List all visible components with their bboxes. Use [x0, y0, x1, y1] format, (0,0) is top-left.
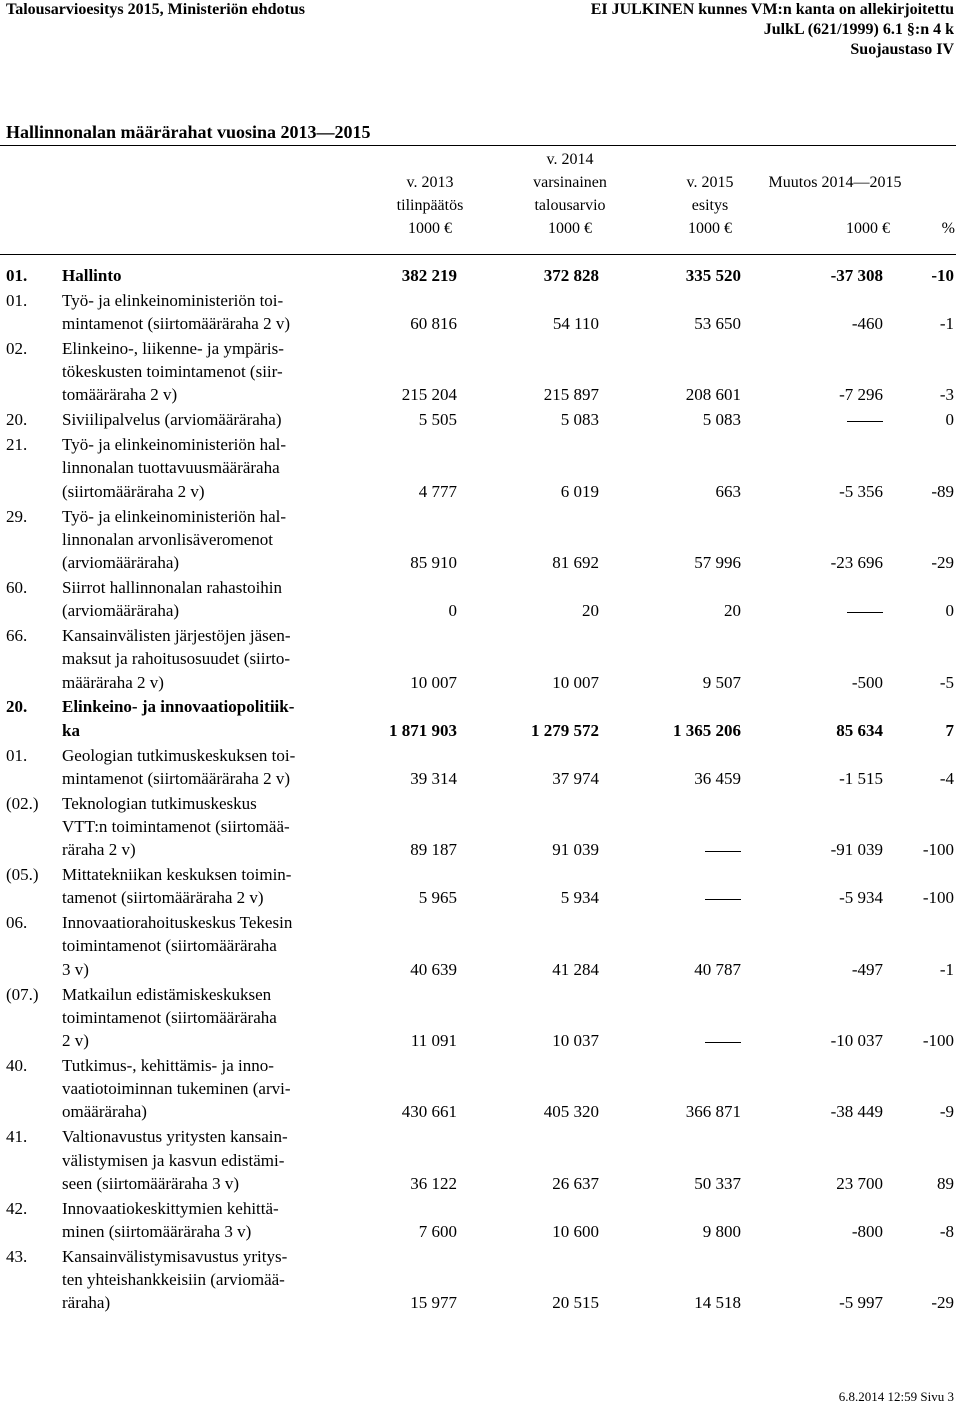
row-value-col3: 36 459: [694, 768, 741, 788]
row-number: 01.: [6, 290, 28, 310]
row-label-line: VTT:n toimintamenot (siirtomää-: [62, 816, 290, 836]
row-value-col5: -10: [931, 266, 954, 285]
row-label-line: Hallinto: [62, 266, 122, 285]
row-label-line: seen (siirtomääräraha 3 v): [62, 1173, 239, 1193]
row-value-col5: -89: [931, 481, 954, 501]
row-value-col2: 10 007: [552, 672, 599, 692]
row-value-col1: 0: [448, 601, 457, 621]
table-row: [0, 505, 960, 575]
row-value-col2: 215 897: [543, 385, 599, 405]
row-value-col2: 10 600: [552, 1221, 599, 1241]
column-header-line: 1000 €: [688, 220, 732, 237]
document-header-classification: [591, 0, 954, 60]
column-header-line: varsinainen: [533, 174, 607, 191]
row-label: [62, 983, 322, 1053]
row-value-col4: -5 934: [839, 888, 883, 908]
row-value-col4: -10 037: [830, 1031, 883, 1051]
classification-line: JulkL (621/1999) 6.1 §:n 4 k: [763, 21, 954, 38]
row-label-line: omääräraha): [62, 1102, 147, 1122]
column-header-line: 1000 €: [408, 220, 452, 237]
row-value-col1: 215 204: [401, 385, 457, 405]
row-value-col3: 9 507: [702, 672, 741, 692]
row-value-col1: 1 871 903: [389, 720, 457, 740]
row-value-col3: 57 996: [694, 553, 741, 573]
row-value-col2: 37 974: [552, 768, 599, 788]
row-label: [62, 289, 322, 336]
row-number: 02.: [6, 338, 28, 358]
column-header-line: [925, 194, 955, 217]
row-label-line: 3 v): [62, 959, 89, 979]
row-number: (02.): [6, 793, 39, 813]
row-value-col4: -37 308: [830, 266, 883, 285]
row-number: 60.: [6, 577, 28, 597]
dash-mark: [705, 851, 741, 852]
row-value-col5: -9: [939, 1102, 954, 1122]
row-label: [62, 1125, 322, 1195]
row-value-col4: 23 700: [836, 1173, 883, 1193]
column-header-line: talousarvio: [534, 197, 606, 214]
table-row: [0, 576, 960, 623]
row-value-col2: 5 934: [560, 888, 599, 908]
row-label-line: räraha): [62, 1293, 111, 1313]
column-header-line: v. 2015: [686, 174, 734, 191]
column-header-line: esitys: [691, 197, 729, 214]
document-header-title: Talousarvioesitys 2015, Ministeriön ehdotus: [6, 1, 305, 18]
row-value-col4: -800: [851, 1221, 883, 1241]
table-row: [0, 1125, 960, 1195]
row-value-col3: [705, 1029, 741, 1052]
page-title: Hallinnonalan määrärahat vuosina 2013—2015: [6, 122, 371, 142]
row-value-col1: 36 122: [410, 1173, 457, 1193]
row-label-line: välistymisen ja kasvun edistämi-: [62, 1150, 285, 1170]
row-label-line: ten yhteishankkeisiin (arviomää-: [62, 1270, 285, 1290]
row-number: 42.: [6, 1198, 28, 1218]
row-value-col1: 7 600: [418, 1221, 457, 1241]
row-label-line: Tutkimus-, kehittämis- ja inno-: [62, 1055, 274, 1075]
row-value-col1: 40 639: [410, 959, 457, 979]
dash-mark: [847, 421, 883, 422]
row-label-line: minen (siirtomääräraha 3 v): [62, 1221, 252, 1241]
row-value-col3: 5 083: [702, 410, 741, 430]
column-header-2014: [500, 148, 640, 240]
row-value-col5: -29: [931, 553, 954, 573]
row-value-col5: -100: [922, 888, 954, 908]
row-label: [62, 744, 322, 791]
row-label-line: tomääräraha 2 v): [62, 385, 178, 405]
column-header-2013: [370, 148, 490, 240]
table-row: [0, 624, 960, 694]
row-value-col1: 85 910: [410, 553, 457, 573]
row-number: 06.: [6, 913, 28, 933]
row-value-col3: 9 800: [702, 1221, 741, 1241]
row-value-col2: 10 037: [552, 1031, 599, 1051]
row-label-line: tamenot (siirtomääräraha 2 v): [62, 888, 264, 908]
row-label-line: Innovaatiorahoituskeskus Tekesin: [62, 913, 293, 933]
column-header-line: Muutos 2014—2015: [768, 174, 902, 191]
row-label-line: määräraha 2 v): [62, 672, 164, 692]
column-header-line: v. 2014: [546, 151, 594, 168]
row-label-line: Työ- ja elinkeinoministeriön hal-: [62, 506, 287, 526]
row-value-col2: 20: [582, 601, 599, 621]
row-label: [62, 264, 322, 287]
row-value-col5: -100: [922, 840, 954, 860]
row-value-col5: -4: [939, 768, 954, 788]
row-value-col4: -500: [851, 672, 883, 692]
row-number: 66.: [6, 626, 28, 645]
column-header-line: [370, 148, 490, 171]
row-label-line: Siviilipalvelus (arviomääräraha): [62, 410, 282, 430]
row-value-col4: -497: [851, 959, 883, 979]
dash-mark: [705, 1042, 741, 1043]
row-value-col5: -1: [939, 959, 954, 979]
row-value-col3: 663: [715, 481, 741, 501]
column-header-line: 1000 €: [846, 220, 890, 237]
row-label: [62, 695, 322, 742]
row-number: 01.: [6, 745, 28, 765]
row-label: [62, 911, 322, 981]
table-row: [0, 337, 960, 407]
dash-mark: [705, 899, 741, 900]
row-value-col2: 372 828: [543, 266, 599, 285]
row-label-line: maksut ja rahoitusosuudet (siirto-: [62, 649, 291, 669]
row-label-line: Työ- ja elinkeinoministeriön toi-: [62, 290, 284, 310]
row-label-line: mintamenot (siirtomääräraha 2 v): [62, 314, 290, 334]
row-number: 29.: [6, 506, 28, 526]
column-header-percent: [925, 148, 955, 240]
row-value-col2: 54 110: [552, 314, 599, 334]
row-value-col4: -460: [851, 314, 883, 334]
row-label: [62, 337, 322, 407]
row-value-col4: -23 696: [830, 553, 883, 573]
row-value-col4: [847, 599, 883, 622]
row-value-col5: -1: [939, 314, 954, 334]
row-value-col4: -5 356: [839, 481, 883, 501]
row-label: [62, 1054, 322, 1124]
row-label-line: Työ- ja elinkeinoministeriön hal-: [62, 435, 287, 455]
row-label: [62, 433, 322, 503]
column-header-line: v. 2013: [406, 174, 454, 191]
table-row: [0, 408, 960, 431]
row-value-col1: 5 505: [418, 410, 457, 430]
row-value-col5: 89: [937, 1173, 954, 1193]
row-value-col1: 382 219: [401, 266, 457, 285]
row-number: (05.): [6, 865, 39, 884]
row-value-col5: -3: [939, 385, 954, 405]
row-value-col3: 366 871: [685, 1102, 741, 1122]
row-label-line: Elinkeino-, liikenne- ja ympäris-: [62, 338, 284, 358]
row-value-col2: 41 284: [552, 959, 599, 979]
table-row: [0, 1054, 960, 1124]
header-divider: [0, 254, 956, 255]
row-label-line: Teknologian tutkimuskeskus: [62, 793, 257, 813]
column-header-line: %: [941, 220, 955, 237]
row-value-col3: 20: [724, 601, 741, 621]
table-row: [0, 264, 960, 287]
table-row: [0, 1197, 960, 1244]
row-label: [62, 505, 322, 575]
row-value-col5: 0: [945, 410, 954, 430]
column-header-line: [660, 148, 760, 171]
row-value-col2: 5 083: [560, 410, 599, 430]
table-row: [0, 792, 960, 862]
row-value-col3: [705, 838, 741, 861]
row-label-line: toimintamenot (siirtomääräraha: [62, 936, 277, 956]
table-row: [0, 695, 960, 742]
table-row: [0, 289, 960, 336]
column-header-line: [925, 171, 955, 194]
row-value-col2: 81 692: [552, 553, 599, 573]
row-label-line: toimintamenot (siirtomääräraha: [62, 1007, 277, 1027]
table-row: [0, 433, 960, 503]
row-value-col4: -38 449: [830, 1102, 883, 1122]
row-label-line: tökeskusten toimintamenot (siir-: [62, 362, 283, 382]
row-label-line: räraha 2 v): [62, 840, 136, 860]
row-value-col3: [705, 886, 741, 909]
row-value-col1: 10 007: [410, 672, 457, 692]
row-value-col3: 53 650: [694, 314, 741, 334]
dash-mark: [847, 612, 883, 613]
row-value-col1: 4 777: [418, 481, 457, 501]
row-value-col1: 11 091: [410, 1031, 457, 1051]
classification-line: Suojaustaso IV: [850, 41, 954, 58]
row-value-col3: 208 601: [685, 385, 741, 405]
row-label-line: Geologian tutkimuskeskuksen toi-: [62, 745, 296, 765]
row-value-col3: 50 337: [694, 1173, 741, 1193]
row-label-line: Kansainvälisten järjestöjen jäsen-: [62, 626, 291, 645]
column-header-2015: [660, 148, 760, 240]
row-value-col2: 6 019: [560, 481, 599, 501]
row-label-line: linnonalan arvonlisäveromenot: [62, 529, 274, 549]
row-value-col4: 85 634: [836, 720, 883, 740]
row-value-col2: 26 637: [552, 1173, 599, 1193]
row-label: [62, 863, 322, 910]
row-number: 41.: [6, 1127, 28, 1147]
row-value-col2: 1 279 572: [531, 720, 599, 740]
row-number: 40.: [6, 1055, 28, 1075]
row-value-col3: 1 365 206: [673, 720, 741, 740]
row-value-col4: -1 515: [839, 768, 883, 788]
row-value-col5: 7: [945, 720, 954, 740]
row-number: 43.: [6, 1246, 28, 1266]
row-label-line: Siirrot hallinnonalan rahastoihin: [62, 577, 283, 597]
row-value-col1: 60 816: [410, 314, 457, 334]
row-value-col3: 40 787: [694, 959, 741, 979]
row-value-col1: 5 965: [418, 888, 457, 908]
column-header-line: 1000 €: [548, 220, 592, 237]
row-value-col2: 91 039: [552, 840, 599, 860]
row-label: [62, 792, 322, 862]
column-header-change: [760, 148, 910, 240]
row-label-line: vaatiotoiminnan tukeminen (arvi-: [62, 1079, 291, 1099]
row-number: 01.: [6, 266, 28, 285]
row-value-col5: -29: [931, 1293, 954, 1313]
row-value-col4: -7 296: [839, 385, 883, 405]
row-value-col5: -8: [939, 1221, 954, 1241]
row-label: [62, 1197, 322, 1244]
row-value-col1: 15 977: [410, 1293, 457, 1313]
row-label-line: (arviomääräraha): [62, 601, 180, 621]
row-label-line: Valtionavustus yritysten kansain-: [62, 1127, 288, 1147]
table-row: [0, 983, 960, 1053]
row-number: 20.: [6, 697, 28, 717]
classification-line: EI JULKINEN kunnes VM:n kanta on allekirjoitettu: [590, 1, 954, 18]
column-header-line: [925, 148, 955, 171]
row-value-col4: [847, 408, 883, 431]
row-value-col4: -5 997: [839, 1293, 883, 1313]
row-label-line: Kansainvälistymisavustus yritys-: [62, 1246, 288, 1266]
row-value-col2: 20 515: [552, 1293, 599, 1313]
row-value-col1: 430 661: [401, 1102, 457, 1122]
row-label: [62, 624, 322, 694]
row-number: 21.: [6, 435, 28, 455]
row-label-line: mintamenot (siirtomääräraha 2 v): [62, 768, 290, 788]
row-value-col5: -100: [922, 1031, 954, 1051]
row-value-col4: -91 039: [830, 840, 883, 860]
table-row: [0, 744, 960, 791]
row-value-col5: 0: [945, 601, 954, 621]
row-label-line: Elinkeino- ja innovaatiopolitiik-: [62, 697, 295, 717]
row-label-line: ka: [62, 720, 80, 740]
table-row: [0, 911, 960, 981]
column-header-line: [760, 148, 910, 171]
row-label-line: Matkailun edistämiskeskuksen: [62, 984, 272, 1004]
row-label: [62, 1245, 322, 1315]
row-number: 20.: [6, 410, 28, 430]
row-value-col1: 39 314: [410, 768, 457, 788]
row-label-line: Innovaatiokeskittymien kehittä-: [62, 1198, 279, 1218]
row-label-line: 2 v): [62, 1031, 89, 1051]
row-label-line: Mittatekniikan keskuksen toimin-: [62, 865, 292, 884]
row-label-line: (arviomääräraha): [62, 553, 180, 573]
row-label: [62, 408, 322, 431]
row-label: [62, 576, 322, 623]
row-label-line: linnonalan tuottavuusmääräraha: [62, 458, 280, 478]
row-value-col2: 405 320: [543, 1102, 599, 1122]
row-value-col5: -5: [939, 672, 954, 692]
table-row: [0, 1245, 960, 1315]
column-header-line: tilinpäätös: [396, 197, 464, 214]
row-value-col1: 89 187: [410, 840, 457, 860]
row-value-col3: 14 518: [694, 1293, 741, 1313]
table-row: [0, 863, 960, 910]
title-divider: [0, 145, 956, 146]
column-header-line: [760, 194, 910, 217]
page-footer: 6.8.2014 12:59 Sivu 3: [838, 1389, 954, 1404]
row-value-col3: 335 520: [685, 266, 741, 285]
row-label-line: (siirtomääräraha 2 v): [62, 481, 205, 501]
row-number: (07.): [6, 984, 39, 1004]
